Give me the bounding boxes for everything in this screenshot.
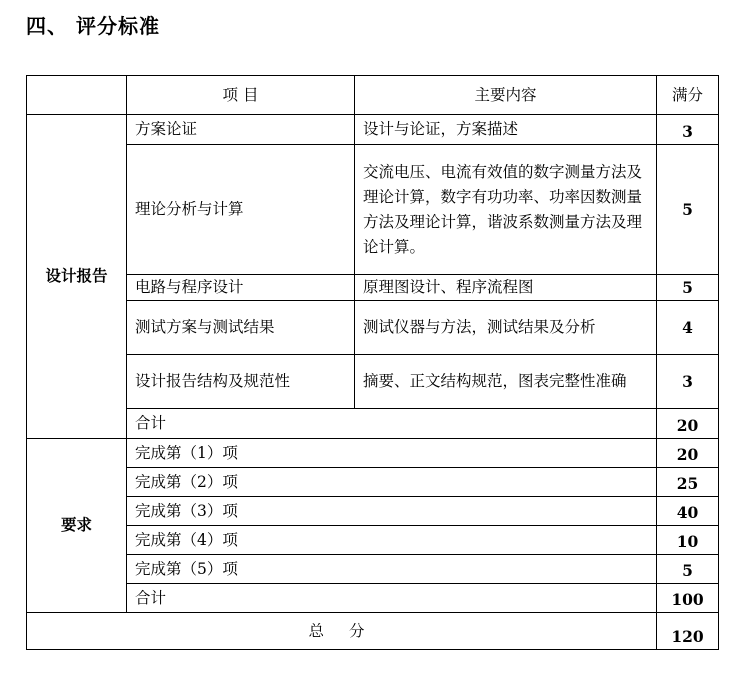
total-row bbox=[27, 613, 719, 650]
table-row bbox=[27, 115, 719, 145]
score-cell: 10 bbox=[657, 526, 719, 555]
item-cell: 理论分析与计算 bbox=[127, 145, 355, 275]
table-header-row bbox=[27, 76, 719, 115]
score-cell: 4 bbox=[657, 301, 719, 355]
table-row bbox=[27, 355, 719, 409]
item-cell: 设计报告结构及规范性 bbox=[127, 355, 355, 409]
category-design-report: 设计报告 bbox=[27, 115, 127, 439]
content-cell: 设计与论证，方案描述 bbox=[355, 115, 657, 145]
score-cell: 40 bbox=[657, 497, 719, 526]
subtotal-row bbox=[27, 584, 719, 613]
total-label: 总 分 bbox=[27, 613, 657, 650]
score-cell: 3 bbox=[657, 115, 719, 145]
score-cell: 5 bbox=[657, 275, 719, 301]
table-row bbox=[27, 555, 719, 584]
content-cell: 原理图设计、程序流程图 bbox=[355, 275, 657, 301]
table-row bbox=[27, 526, 719, 555]
item-cell: 方案论证 bbox=[127, 115, 355, 145]
table-row bbox=[27, 468, 719, 497]
table-row bbox=[27, 497, 719, 526]
score-cell: 5 bbox=[657, 555, 719, 584]
item-cell: 完成第（2）项 bbox=[127, 468, 657, 497]
category-requirements: 要求 bbox=[27, 439, 127, 613]
table-row bbox=[27, 275, 719, 301]
subtotal-row bbox=[27, 409, 719, 439]
header-blank bbox=[27, 76, 127, 115]
content-cell: 摘要、正文结构规范，图表完整性准确 bbox=[355, 355, 657, 409]
header-score: 满分 bbox=[657, 76, 719, 115]
score-cell: 5 bbox=[657, 145, 719, 275]
item-cell: 完成第（5）项 bbox=[127, 555, 657, 584]
total-score: 120 bbox=[657, 613, 719, 650]
item-cell: 测试方案与测试结果 bbox=[127, 301, 355, 355]
subtotal-label: 合计 bbox=[127, 409, 657, 439]
score-cell: 25 bbox=[657, 468, 719, 497]
table-row bbox=[27, 301, 719, 355]
item-cell: 电路与程序设计 bbox=[127, 275, 355, 301]
section-title: 四、 评分标准 bbox=[26, 14, 160, 38]
item-cell: 完成第（4）项 bbox=[127, 526, 657, 555]
header-item: 项 目 bbox=[127, 76, 355, 115]
subtotal-score: 100 bbox=[657, 584, 719, 613]
score-cell: 3 bbox=[657, 355, 719, 409]
subtotal-score: 20 bbox=[657, 409, 719, 439]
item-cell: 完成第（3）项 bbox=[127, 497, 657, 526]
scoring-table bbox=[26, 75, 719, 650]
subtotal-label: 合计 bbox=[127, 584, 657, 613]
header-content: 主要内容 bbox=[355, 76, 657, 115]
item-cell: 完成第（1）项 bbox=[127, 439, 657, 468]
table-row bbox=[27, 439, 719, 468]
content-cell: 测试仪器与方法，测试结果及分析 bbox=[355, 301, 657, 355]
score-cell: 20 bbox=[657, 439, 719, 468]
content-cell: 交流电压、电流有效值的数字测量方法及理论计算，数字有功功率、功率因数测量方法及理论计算，谐波系数测量方法及理论计算。 bbox=[355, 145, 657, 275]
table-row bbox=[27, 145, 719, 275]
